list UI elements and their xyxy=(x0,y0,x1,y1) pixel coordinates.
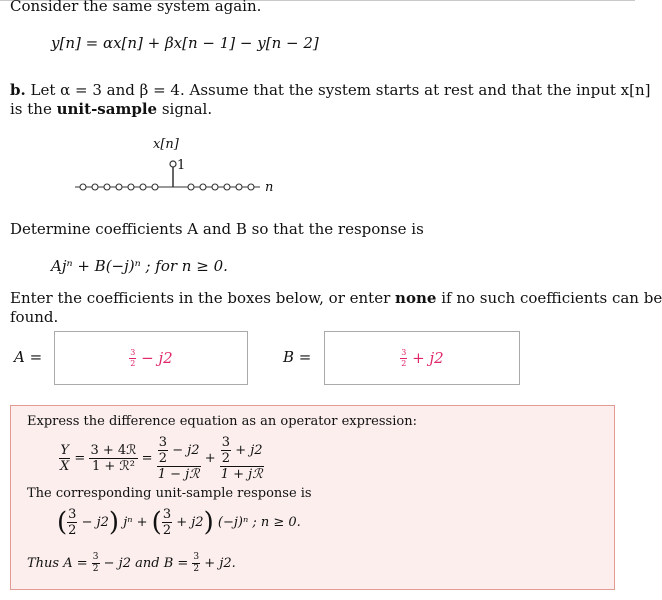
a-num: 3 xyxy=(130,347,136,357)
f2-fraction xyxy=(157,436,201,481)
response-form: Ajⁿ + B(−j)ⁿ ; for n ≥ 0. xyxy=(51,257,228,275)
part-b-text-2c: signal. xyxy=(161,100,213,118)
cfb-den: 2 xyxy=(193,564,200,574)
zero-sample xyxy=(236,184,242,190)
solution-line-1: Express the difference equation as an operator expression: xyxy=(27,414,417,429)
b-den: 2 xyxy=(401,358,407,368)
r2-tail: (−j)ⁿ ; n ≥ 0. xyxy=(217,515,301,530)
b-label: B = xyxy=(283,348,312,366)
f2-num: − j2 xyxy=(172,443,200,458)
conclusion-a: Thus A = xyxy=(27,556,88,571)
lhs-fraction xyxy=(59,444,70,473)
zero-sample xyxy=(224,184,230,190)
part-b-line-2 xyxy=(10,100,212,118)
r2-den: 2 xyxy=(162,523,172,538)
part-b-label: b. xyxy=(10,81,26,99)
zero-sample xyxy=(212,184,218,190)
enter-text-1c: if no such coefficients can be xyxy=(441,289,662,307)
stem-axis-label: n xyxy=(265,180,274,195)
conclusion-c: + j2. xyxy=(204,556,236,571)
none-bold: none xyxy=(395,289,437,307)
r1-rest: − j2 xyxy=(81,515,109,530)
r1-fraction xyxy=(67,508,77,537)
f1-fraction xyxy=(89,444,137,473)
stem-value-label: 1 xyxy=(177,158,186,173)
stem-plot-title: x[n] xyxy=(153,137,179,152)
cfb-num: 3 xyxy=(193,552,200,562)
f2-den: 1 − jℛ xyxy=(157,467,200,482)
r2-fraction xyxy=(162,508,172,537)
zero-sample xyxy=(116,184,122,190)
solution-box xyxy=(10,405,615,590)
f2-inner-num: 3 xyxy=(158,435,168,450)
r1-den: 2 xyxy=(68,523,77,538)
a-label: A = xyxy=(14,348,43,366)
a-den: 2 xyxy=(130,358,136,368)
a-fraction xyxy=(129,349,136,368)
a-answer-field[interactable] xyxy=(54,331,248,385)
zero-sample xyxy=(248,184,254,190)
zero-sample xyxy=(200,184,206,190)
zero-sample xyxy=(92,184,98,190)
r2-num: 3 xyxy=(162,507,172,522)
conclusion-b: − j2 and B = xyxy=(103,556,189,571)
unit-sample-response: ( $\frac{3}{2}$ − j2) jⁿ + ( $\frac{3}{2}$ + j2) (−j)ⁿ ; n ≥ 0. xyxy=(57,507,301,538)
zero-sample xyxy=(152,184,158,190)
f2-inner-den: 2 xyxy=(158,451,168,466)
solution-line-2: The corresponding unit-sample response is xyxy=(27,486,312,501)
f3-den: 1 + jℛ xyxy=(220,467,263,482)
determine-text: Determine coefficients A and B so that the response is xyxy=(10,220,424,238)
stem-sample-n0 xyxy=(170,161,176,167)
a-rest: − j2 xyxy=(141,349,173,367)
conclusion-frac-a xyxy=(92,553,100,574)
cfa-den: 2 xyxy=(92,564,99,574)
f1-num: 3 + 4ℛ xyxy=(90,443,137,458)
f3-inner-num: 3 xyxy=(221,435,231,450)
lhs-num: Y xyxy=(60,443,69,458)
enter-line-1 xyxy=(10,289,662,307)
f3-fraction xyxy=(220,436,264,481)
r1-tail: jⁿ + xyxy=(123,515,148,530)
b-answer-field[interactable] xyxy=(324,331,520,385)
b-fraction xyxy=(400,349,407,368)
cfa-num: 3 xyxy=(92,552,99,562)
part-b-text-2a: is the xyxy=(10,100,52,118)
operator-equation: $\frac{Y}{X}$ = 3 + 4ℛ 1 + ℛ² = $\frac{3}{2}$ − j2 1 − jℛ + $\frac{3}{2}$ + j2 1 + jℛ xyxy=(60,435,263,482)
zero-sample xyxy=(188,184,194,190)
intro-text: Consider the same system again. xyxy=(10,0,262,15)
r2-rest: + j2 xyxy=(176,515,204,530)
unit-sample-bold: unit-sample xyxy=(56,100,158,118)
enter-line-2: found. xyxy=(10,308,59,326)
f1-den: 1 + ℛ² xyxy=(91,459,135,474)
b-num: 3 xyxy=(401,347,407,357)
f3-inner-den: 2 xyxy=(221,451,231,466)
enter-text-1a: Enter the coefficients in the boxes below, or enter xyxy=(10,289,391,307)
b-rest: + j2 xyxy=(412,349,444,367)
zero-sample xyxy=(80,184,86,190)
part-b-text: Let α = 3 and β = 4. Assume that the system starts at rest and that the input x[n] xyxy=(30,81,651,99)
r1-num: 3 xyxy=(68,507,77,522)
difference-equation: y[n] = αx[n] + βx[n − 1] − y[n − 2] xyxy=(51,34,319,52)
part-b-line-1 xyxy=(10,81,650,99)
zero-sample xyxy=(128,184,134,190)
conclusion-frac-b xyxy=(192,553,200,574)
lhs-den: X xyxy=(60,459,70,474)
stem-plot xyxy=(70,150,280,200)
solution-conclusion xyxy=(27,553,236,574)
zero-sample xyxy=(104,184,110,190)
zero-sample xyxy=(140,184,146,190)
f3-num: + j2 xyxy=(235,443,263,458)
